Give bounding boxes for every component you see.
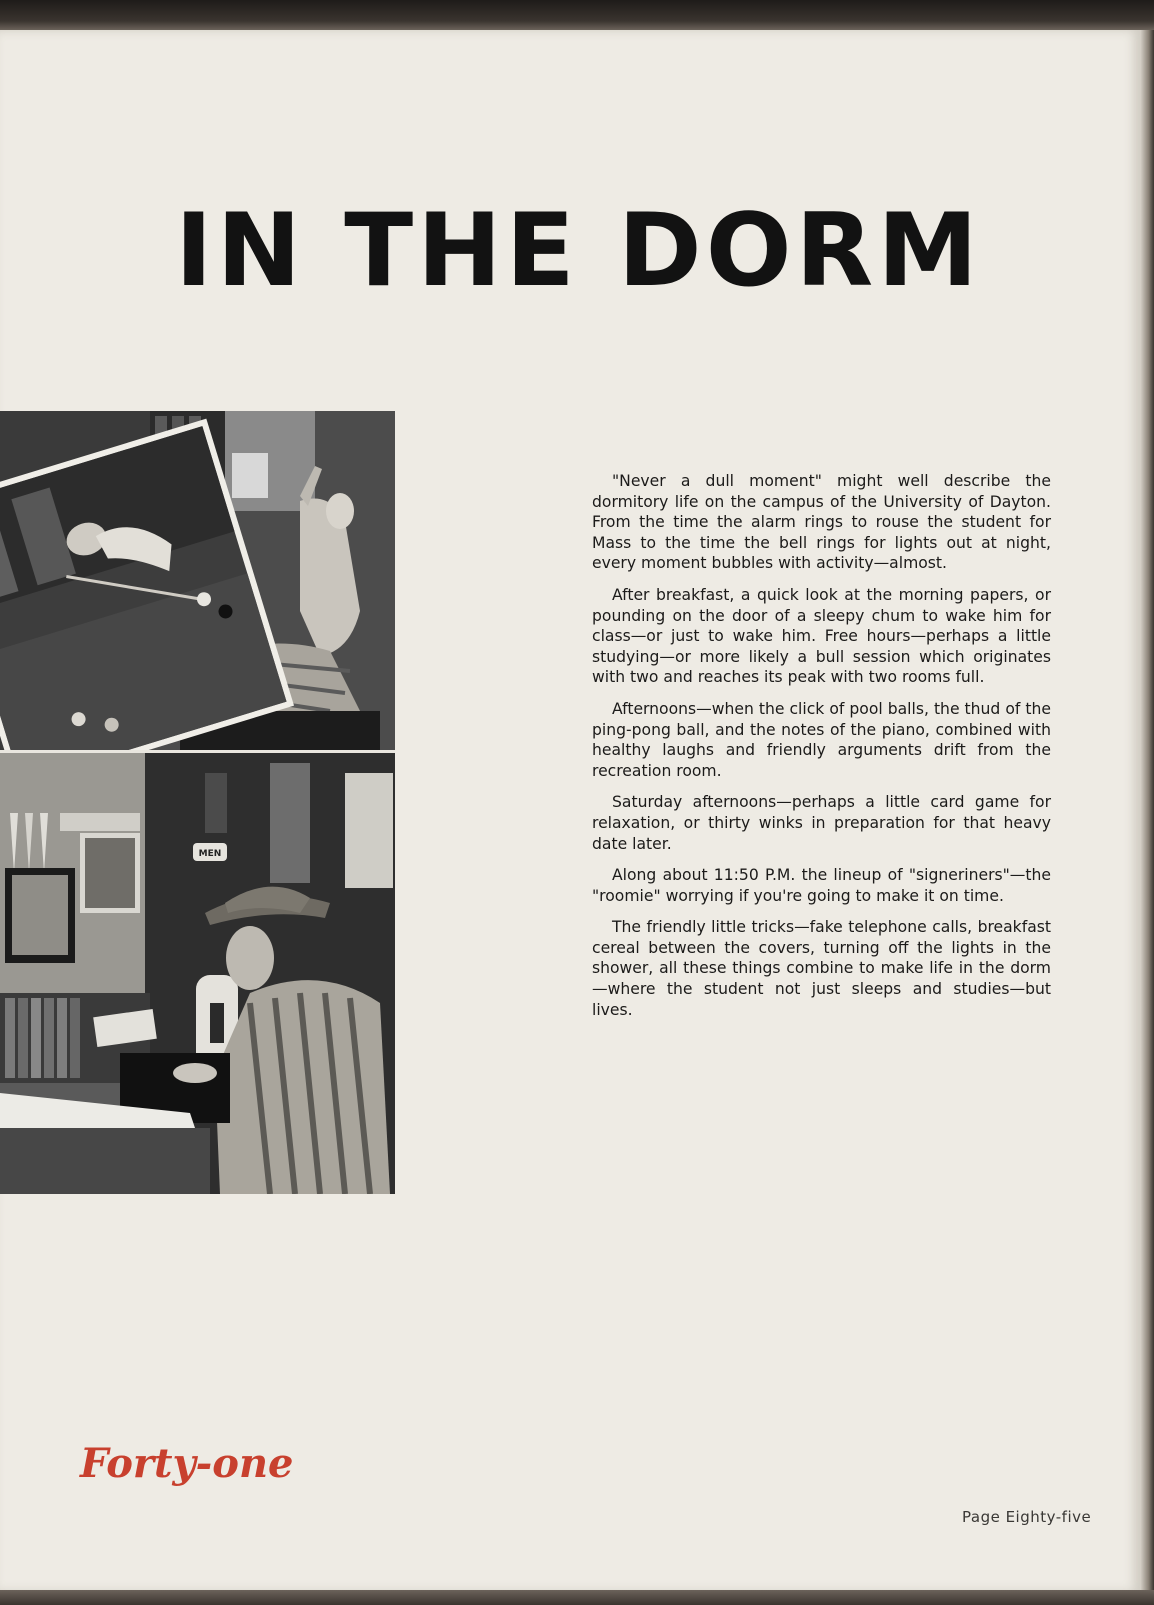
- book-bottom-edge: [0, 1590, 1154, 1605]
- book-right-edge: [1140, 30, 1154, 1592]
- article-body: [592, 471, 1051, 1031]
- paragraph-2: After breakfast, a quick look at the morning papers, or pounding on the door of a sleepy chum to wake him for class—or just to wake him. Free hours—perhaps a little studying—or more likely a bull session which originates with two and reaches its peak with two rooms full.: [592, 585, 1051, 687]
- paragraph-6: The friendly little tricks—fake telephone calls, breakfast cereal between the covers, turning off the lights in the shower, all these things combine to make life in the dorm—where the student not just sleeps and studies—but lives.: [592, 918, 1051, 1019]
- page-number: Page Eighty-five: [962, 1508, 1092, 1526]
- page-title: IN THE DORM: [175, 191, 982, 309]
- photo-pool-and-drinking: [0, 411, 395, 751]
- book-top-edge: [0, 0, 1154, 30]
- photo-pool-image: [0, 411, 395, 751]
- paragraph-1: "Never a dull moment" might well describe the dormitory life on the campus of the University of Dayton. From the time the alarm rings to rouse the student for Mass to the time the bell rings for lights out at night, every moment bubbles with activity—almost.: [592, 472, 1051, 573]
- paragraph-4: Saturday afternoons—perhaps a little card game for relaxation, or thirty winks in preparation for that heavy date later.: [592, 793, 1051, 853]
- paragraph-5: Along about 11:50 P.M. the lineup of "signeriners"—the "roomie" worrying if you're going to make it on time.: [592, 866, 1051, 905]
- photo-typing-student: [0, 753, 395, 1194]
- paragraph-3: Afternoons—when the click of pool balls, the thud of the ping-pong ball, and the notes of the piano, combined with healthy laughs and friendly arguments drift from the recreation room.: [592, 699, 1051, 780]
- photo-typing-image: [0, 753, 395, 1194]
- section-label: Forty-one: [80, 1440, 294, 1487]
- men-sign-text: MEN: [198, 849, 222, 859]
